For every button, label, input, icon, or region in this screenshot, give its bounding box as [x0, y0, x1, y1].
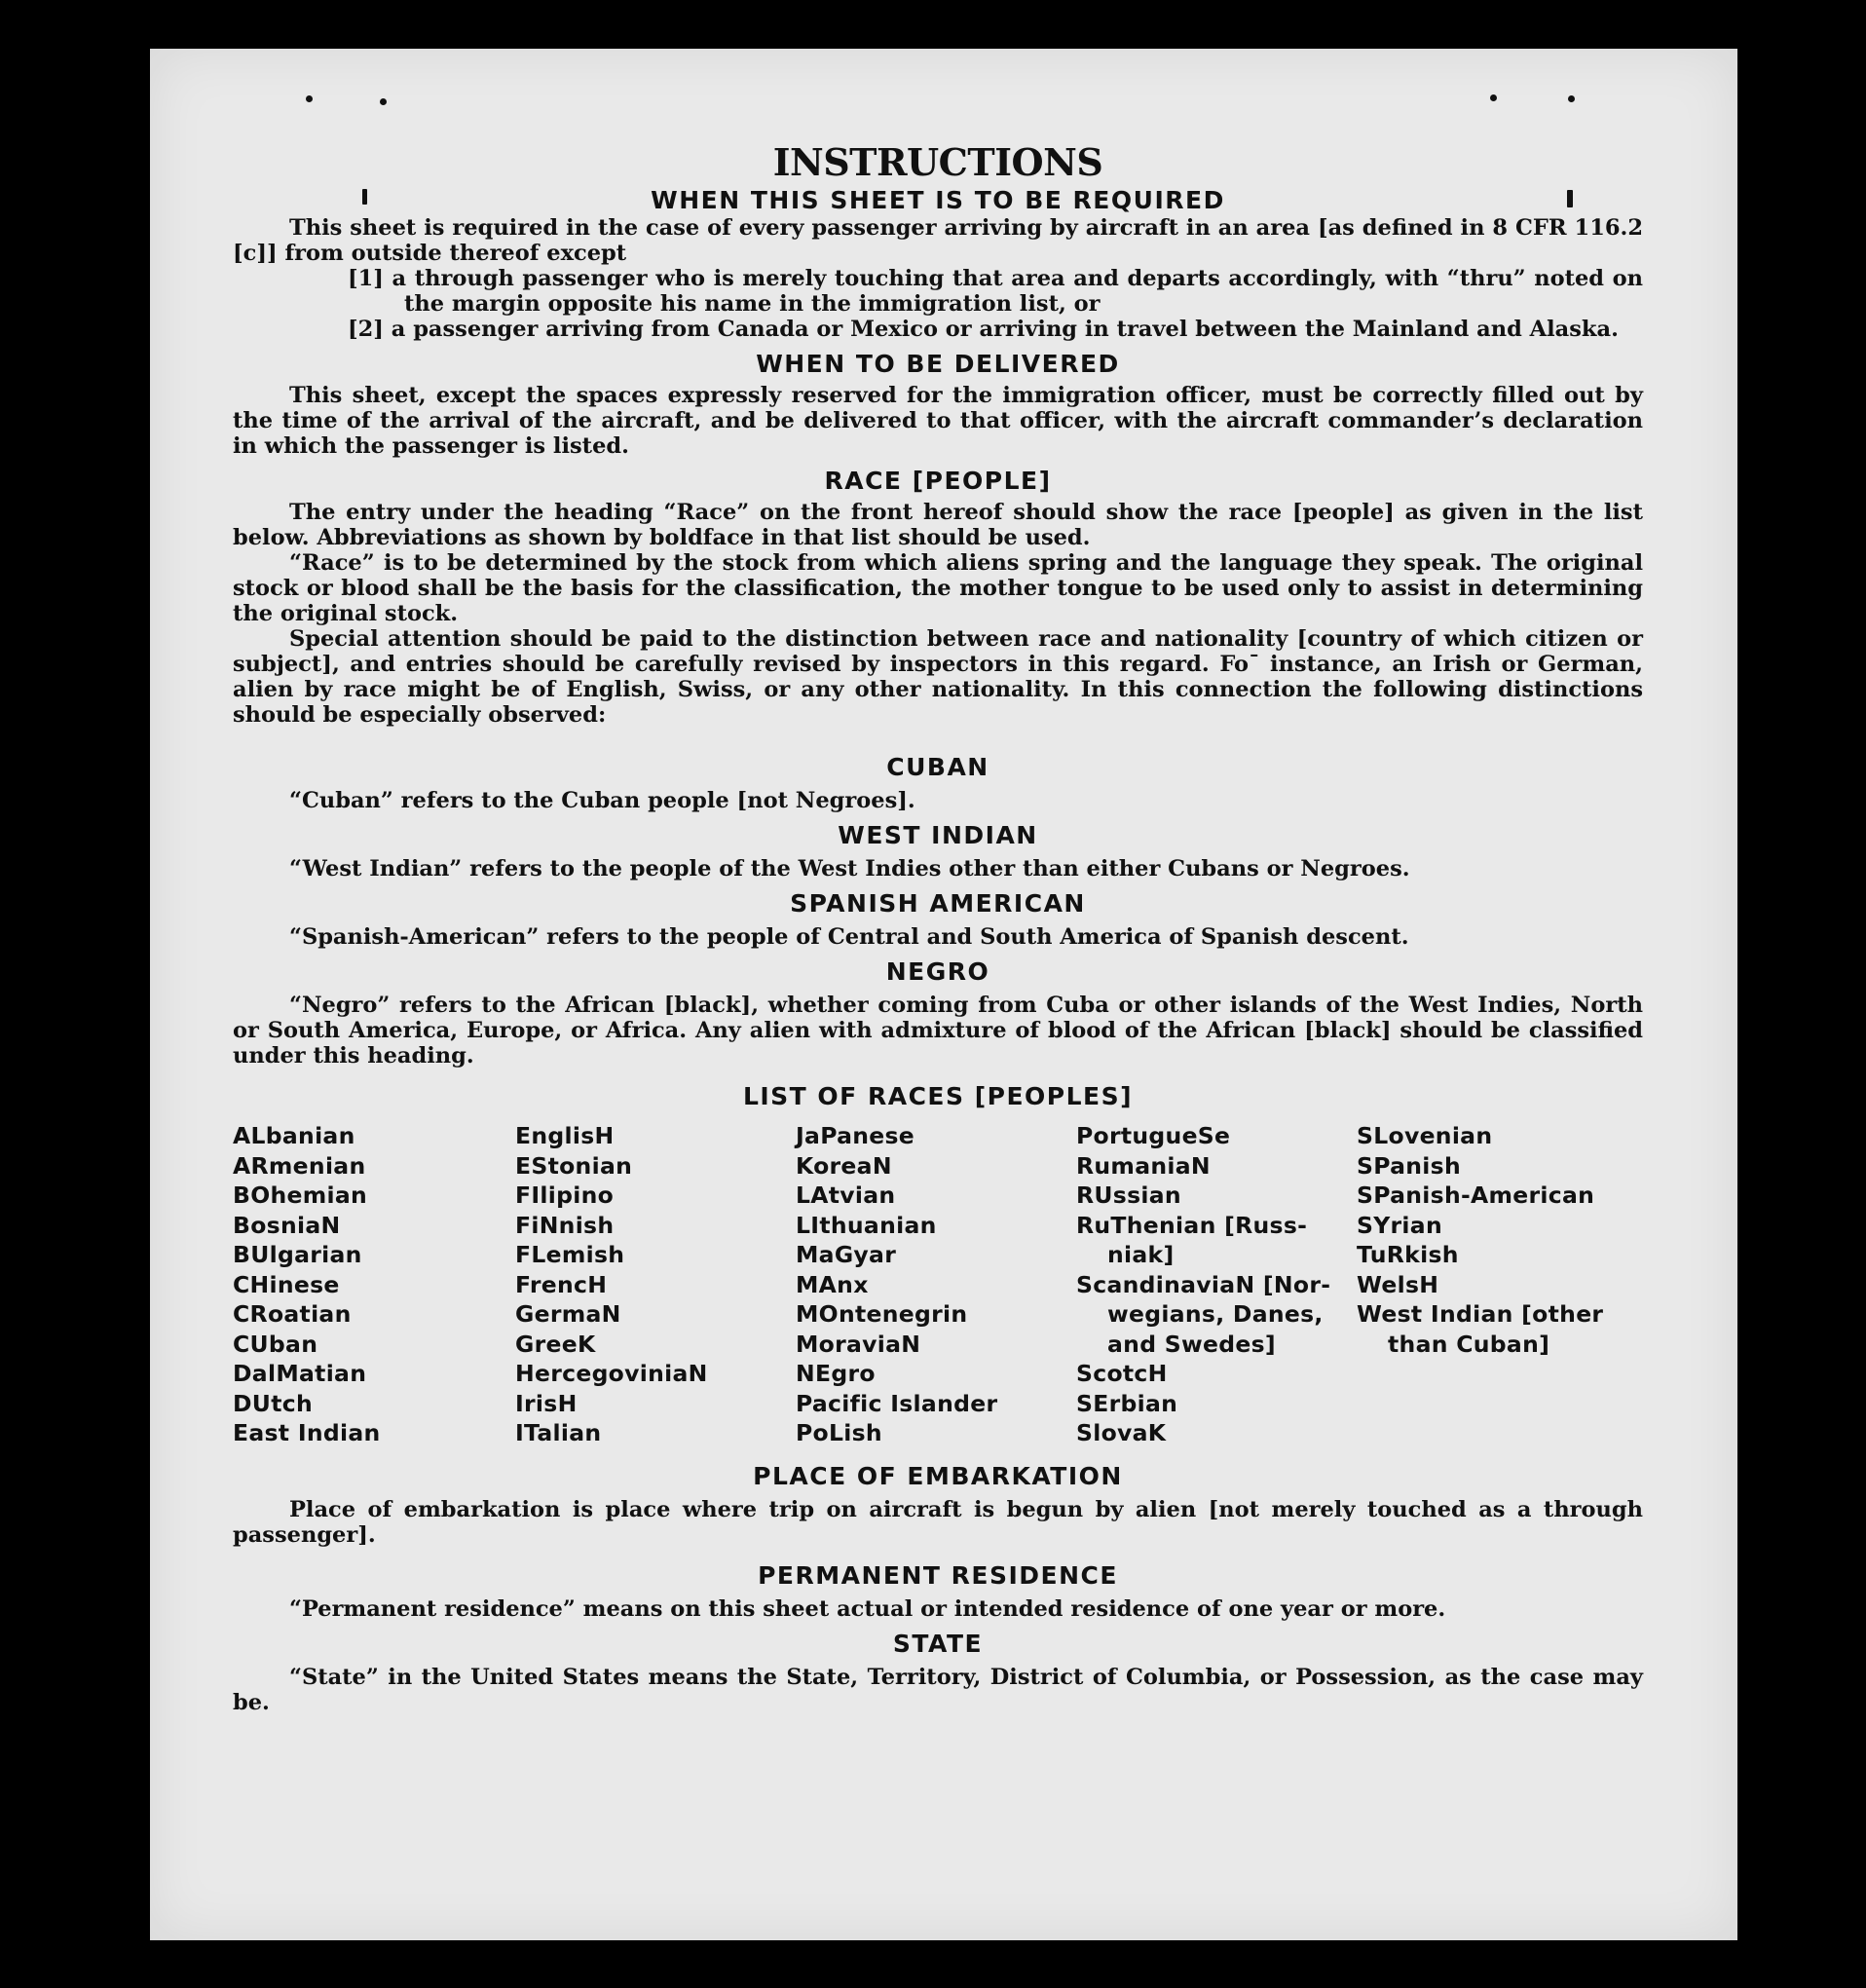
race-paragraph-1: The entry under the heading “Race” on the front hereof should show the race [people] as given in the list below. Abbreviations as shown by boldface in that list should be used. — [233, 500, 1643, 550]
race-entry: CRoatian — [233, 1300, 352, 1328]
heading-when-required: WHEN THIS SHEET IS TO BE REQUIRED — [651, 186, 1225, 214]
race-entry: RumaniaN — [1076, 1151, 1211, 1180]
race-entry: SErbian — [1076, 1389, 1178, 1417]
race-column-4 — [1076, 1121, 1357, 1448]
required-item-2: [2] a passenger arriving from Canada or Mexico or arriving in travel between the Mainland and Alaska. — [348, 317, 1619, 342]
race-entry: MAnx — [796, 1270, 869, 1298]
heading-list-of-races: LIST OF RACES [PEOPLES] — [742, 1082, 1134, 1110]
race-entry: CHinese — [233, 1270, 340, 1298]
race-paragraph-2: “Race” is to be determined by the stock from which aliens spring and the language they speak. The original stock or blood shall be the basis for the classification, the mother tongue to be used only to assist in determining the original stock. — [233, 550, 1643, 626]
heading-when-delivered: WHEN TO BE DELIVERED — [756, 350, 1120, 378]
heading-negro: NEGRO — [885, 957, 990, 986]
cuban-text: “Cuban” refers to the Cuban people [not Negroes]. — [289, 788, 915, 813]
race-entry: FrencH — [515, 1270, 608, 1298]
race-entry: LAtvian — [796, 1182, 896, 1209]
race-entry: EStonian — [515, 1151, 633, 1180]
race-column-5 — [1357, 1121, 1639, 1448]
heading-place-of-embarkation: PLACE OF EMBARKATION — [753, 1461, 1123, 1490]
residence-text: “Permanent residence” means on this sheet actual or intended residence of one year or more. — [289, 1595, 1446, 1622]
page-title: INSTRUCTIONS — [772, 140, 1103, 184]
heading-permanent-residence: PERMANENT RESIDENCE — [758, 1560, 1118, 1590]
west-indian-text: “West Indian” refers to the people of the West Indies other than either Cubans or Negroes. — [289, 856, 1410, 881]
race-entry: FiNnish — [515, 1211, 615, 1239]
race-entry: BosniaN — [233, 1211, 341, 1239]
race-entry: SPanish — [1357, 1151, 1461, 1180]
race-entry: East Indian — [233, 1419, 381, 1446]
race-entry: KoreaN — [796, 1151, 892, 1180]
race-column-2 — [515, 1121, 796, 1448]
race-entry-continued: wegians, Danes, — [1107, 1300, 1324, 1328]
race-entry: GermaN — [515, 1300, 621, 1328]
race-entry-continued: and Swedes] — [1107, 1330, 1276, 1358]
race-entry: RuThenian [Russ- — [1076, 1211, 1308, 1239]
race-entry: FLemish — [515, 1241, 625, 1268]
race-entry: BOhemian — [233, 1182, 368, 1209]
race-entry: GreeK — [515, 1330, 596, 1358]
race-paragraph-3: Special attention should be paid to the distinction between race and nationality [country of which citizen or subject], and entries should be carefully revised by inspectors in this regard. Fo¯ instance, an Irish or German, alien by race might be of English, Swiss, or any other nationality. In this connection the following distinctions should be especially observed: — [233, 626, 1643, 728]
instructions-content — [233, 141, 1643, 1715]
race-entry: FIlipino — [515, 1182, 615, 1209]
race-entry: IrisH — [515, 1389, 578, 1417]
punch-dot-left-1 — [306, 95, 313, 102]
race-entry-continued: niak] — [1107, 1241, 1175, 1268]
race-entry-continued: than Cuban] — [1388, 1330, 1550, 1358]
race-entry: SLovenian — [1357, 1122, 1493, 1149]
race-entry: RUssian — [1076, 1182, 1181, 1209]
race-entry: MOntenegrin — [796, 1300, 968, 1328]
heading-cuban: CUBAN — [886, 753, 989, 781]
race-entry: DUtch — [233, 1389, 313, 1417]
race-entry: NEgro — [796, 1360, 876, 1387]
race-entry: ScandinaviaN [Nor- — [1076, 1270, 1331, 1298]
race-entry: EnglisH — [515, 1122, 615, 1149]
race-entry: TuRkish — [1357, 1241, 1459, 1268]
document-sheet — [150, 49, 1737, 1940]
race-entry: SPanish-American — [1357, 1182, 1595, 1209]
race-list — [233, 1121, 1643, 1448]
punch-dot-left-2 — [380, 98, 387, 105]
punch-dot-right-1 — [1490, 94, 1497, 101]
heading-west-indian: WEST INDIAN — [838, 821, 1038, 849]
race-entry: Pacific Islander — [796, 1389, 998, 1417]
race-entry: DalMatian — [233, 1360, 367, 1387]
race-entry: HercegoviniaN — [515, 1360, 708, 1387]
negro-text: “Negro” refers to the African [black], whether coming from Cuba or other islands of the West Indies, North or South America, Europe, or Africa. Any alien with admixture of blood of the African [black] should be classified under this heading. — [233, 993, 1643, 1069]
spanish-american-text: “Spanish-American” refers to the people of Central and South America of Spanish descent. — [289, 924, 1409, 950]
race-entry: BUlgarian — [233, 1241, 362, 1268]
race-column-1 — [233, 1121, 515, 1448]
required-intro: This sheet is required in the case of every passenger arriving by aircraft in an area [as defined in 8 CFR 116.2 [c]] from outside thereof except — [233, 215, 1643, 266]
race-entry: ScotcH — [1076, 1360, 1168, 1387]
race-entry: PoLish — [796, 1419, 882, 1446]
embarkation-text: Place of embarkation is place where trip on aircraft is begun by alien [not merely touched as a through passenger]. — [233, 1496, 1643, 1548]
punch-dot-right-2 — [1568, 95, 1575, 102]
race-entry: ARmenian — [233, 1151, 366, 1180]
race-entry: CUban — [233, 1330, 318, 1358]
race-entry: ITalian — [515, 1419, 602, 1446]
heading-state: STATE — [892, 1629, 984, 1658]
race-column-3 — [796, 1121, 1076, 1448]
race-entry: SlovaK — [1076, 1419, 1167, 1446]
race-entry: MoraviaN — [796, 1330, 921, 1358]
heading-race: RACE [PEOPLE] — [824, 467, 1052, 495]
race-entry: ALbanian — [233, 1122, 355, 1149]
race-entry: West Indian [other — [1357, 1300, 1604, 1328]
race-entry: WelsH — [1357, 1270, 1439, 1298]
delivered-text: This sheet, except the spaces expressly reserved for the immigration officer, must be correctly filled out by the time of the arrival of the aircraft, and be delivered to that officer, with the aircraft commander’s declaration in which the passenger is listed. — [233, 383, 1643, 459]
race-entry: SYrian — [1357, 1211, 1442, 1239]
heading-spanish-american: SPANISH AMERICAN — [790, 889, 1086, 918]
race-entry: LIthuanian — [796, 1211, 937, 1239]
race-entry: MaGyar — [796, 1241, 897, 1268]
race-entry: JaPanese — [796, 1122, 915, 1149]
race-entry: PortugueSe — [1076, 1122, 1231, 1149]
state-text: “State” in the United States means the State, Territory, District of Columbia, or Possession, as the case may be. — [233, 1664, 1643, 1715]
required-item-1: [1] a through passenger who is merely touching that area and departs accordingly, with “thru” noted on the margin opposite his name in the immigration list, or — [348, 266, 1643, 317]
